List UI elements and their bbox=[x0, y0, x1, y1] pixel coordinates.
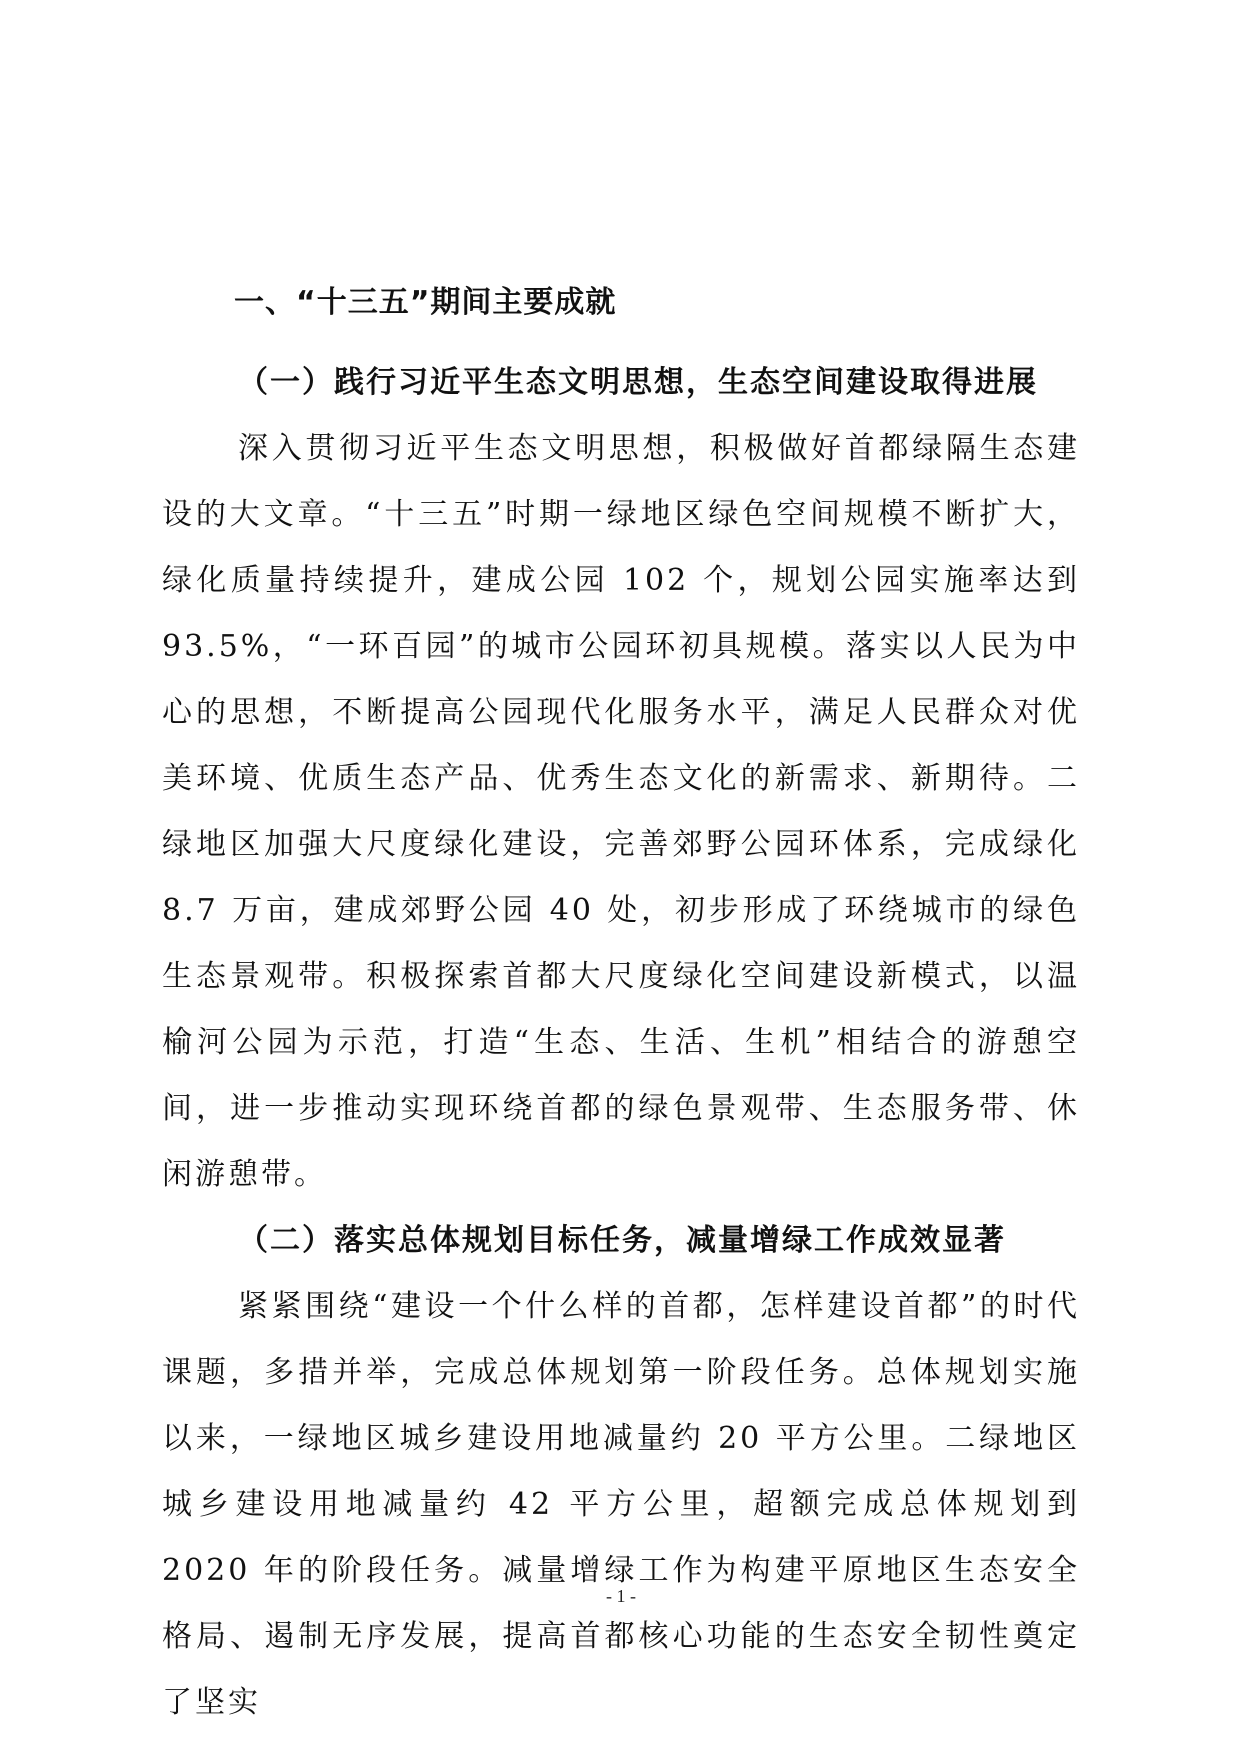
subsection-1-heading: （一）践行习近平生态文明思想，生态空间建设取得进展 bbox=[238, 365, 1038, 400]
subsection-1-paragraph: 深入贯彻习近平生态文明思想，积极做好首都绿隔生态建设的大文章。“十三五”时期一绿地区绿色空间规模不断扩大，绿化质量持续提升，建成公园 102 个，规划公园实施率达到 93.5%，“一环百园”的城市公园环初具规模。落实以人民为中心的思想，不断提高公园现代化服务水平，满足人民群众对优美环境、优质生态产品、优秀生态文化的新需求、新期待。二绿地区加强大尺度绿化建设，完善郊野公园环体系，完成绿化 8.7 万亩，建成郊野公园 40 处，初步形成了环绕城市的绿色生态景观带。积极探索首都大尺度绿化空间建设新模式，以温榆河公园为示范，打造“生态、生活、生机”相结合的游憩空间，进一步推动实现环绕首都的绿色景观带、生态服务带、休闲游憩带。 bbox=[162, 431, 1080, 1192]
page-number: - 1 - bbox=[606, 1586, 636, 1606]
subsection-2-paragraph: 紧紧围绕“建设一个什么样的首都，怎样建设首都”的时代课题，多措并举，完成总体规划第一阶段任务。总体规划实施以来，一绿地区城乡建设用地减量约 20 平方公里。二绿地区城乡建设用地减量约 42 平方公里，超额完成总体规划到 2020 年的阶段任务。减量增绿工作为构建平原地区生态安全格局、遏制无序发展，提高首都核心功能的生态安全韧性奠定了坚实 bbox=[162, 1289, 1080, 1720]
subsection-2-heading: （二）落实总体规划目标任务，减量增绿工作成效显著 bbox=[238, 1223, 1006, 1258]
document-body bbox=[162, 270, 1080, 1736]
section-heading: 一、“十三五”期间主要成就 bbox=[234, 285, 617, 320]
